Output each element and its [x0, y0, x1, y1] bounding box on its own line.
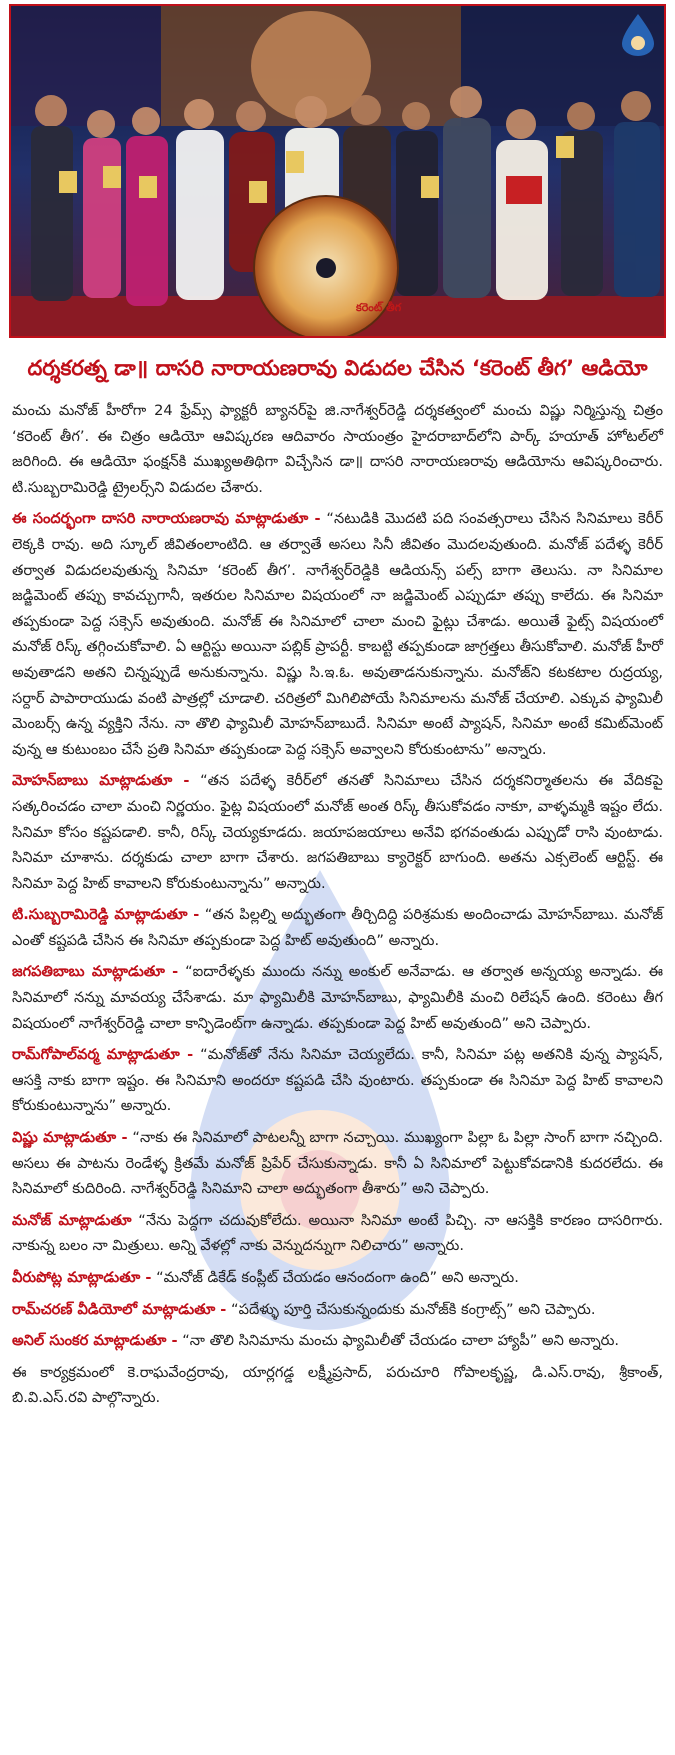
- paragraph-text: “మనోజ్‌తో నేను సినిమా చెయ్యలేదు. కానీ, సినిమా పట్ల అతనికి వున్న ప్యాషన్, ఆసక్తి నాకు బాగా ఇష్టం. ఈ సినిమాని అందరూ కష్టపడి చేసి వుంటారు. తప్పకుండా ఈ సినిమా పెద్ద హిట్ కావాలని కోరుకుంటున్నాను” అన్నారు.: [12, 1046, 664, 1115]
- speaker-label: టి.సుబ్బరామిరెడ్డి మాట్లాడుతూ -: [12, 906, 200, 924]
- article-paragraph: [12, 1265, 663, 1291]
- speaker-label: రామ్‌చరణ్ వీడియోలో మాట్లాడుతూ -: [12, 1300, 227, 1318]
- paragraph-text: “నటుడికి మొదటి పది సంవత్సరాలు చేసిన సినిమాలు కెరీర్ లెక్కకి రావు. అది స్కూల్ జీవితంలాంటిది. ఆ తర్వాతే అసలు సినీ జీవితం మొదలవుతుంది. మనోజ్ పదేళ్ళ కెరీర్ తర్వాత విడుదలవుతున్న సినిమా ‘కరెంట్ తీగ’. నాగేశ్వర్‌రెడ్డికి ఆడియన్స్ పల్స్ బాగా తెలుసు. నా సినిమాల జడ్జిమెంట్ తప్పు కావచ్చుగానీ, ఇతరుల సినిమాల విషయంలో నా జడ్జిమెంట్ ఎప్పుడూ తప్పు కాలేదు. ఈ సినిమా తప్పకుండా పెద్ద సక్సెస్ అవుతుంది. మనోజ్ ఈ సినిమాలో చాలా మంచి ఫైట్లు చేశాడు. అయితే ఫైట్స్ విషయంలో మనోజ్ రిస్క్ తగ్గించుకోవాలి. ఏ ఆర్టిస్టు అయినా పబ్లిక్ ప్రాపర్టీ. కాబట్టి తప్పకుండా జాగ్రత్తలు తీసుకోవాలి. మనోజ్ హీరో అవుతాడని అతని చిన్నప్పుడే అనుకున్నాను. విష్ణు సి.ఇ.ఓ. అవుతాడనుకున్నాను. మనోజ్‌ని కటకటాల రుద్రయ్య, సర్దార్ పాపారాయుడు వంటి పాత్రల్లో చూడాలి. చరిత్రలో మిగిలిపోయే సినిమాలను మనోజ్ చేయాలి. ఎక్కువ ఫ్యామిలీ మెంబర్స్ ఉన్న వ్యక్తిని నేను. నా తొలి ఫ్యామిలీ మోహన్‌బాబుదే. సినిమా అంటే ప్యాషన్, సినిమా అంటే కమిట్‌మెంట్ వున్న ఆ కుటుంబం చేసే ప్రతి సినిమా తప్పకుండా పెద్ద సక్సెస్ అవ్వాలని కోరుకుంటాను” అన్నారు.: [12, 510, 663, 758]
- event-photo-illustration: [11, 6, 664, 336]
- paragraph-text: “పదేళ్ళు పూర్తి చేసుకున్నందుకు మనోజ్‌కి కంగ్రాట్స్” అని చెప్పారు.: [231, 1300, 596, 1318]
- paragraph-text: “మనోజ్ డికేడ్ కంప్లీట్ చేయడం ఆనందంగా ఉంది” అని అన్నారు.: [156, 1269, 519, 1286]
- paragraph-text: మంచు మనోజ్ హీరోగా 24 ఫ్రేమ్స్ ఫ్యాక్టరీ బ్యానర్‌పై జి.నాగేశ్వర్‌రెడ్డి దర్శకత్వంలో మంచు విష్ణు నిర్మిస్తున్న చిత్రం ‘కరెంట్ తీగ’. ఈ చిత్రం ఆడియో ఆవిష్కరణ ఆదివారం సాయంత్రం హైదరాబాద్‌లోని పార్క్ హయాత్ హోటల్‌లో జరిగింది. ఈ ఆడియో ఫంక్షన్‌కి ముఖ్యఅతిథిగా విచ్చేసిన డా॥ దాసరి నారాయణరావు ఆడియోను ఆవిష్కరించారు. టి.సుబ్బరామిరెడ్డి ట్రైలర్స్‌ని విడుదల చేశారు.: [12, 402, 663, 496]
- paragraph-text: “నా తొలి సినిమాను మంచు ఫ్యామిలీతో చేయడం చాలా హ్యాపీ” అని అన్నారు.: [182, 1332, 620, 1350]
- article-paragraph: [12, 902, 663, 953]
- speaker-label: ఈ సందర్భంగా దాసరి నారాయణరావు మాట్లాడుతూ -: [12, 510, 321, 528]
- paragraph-text: “తన పదేళ్ళ కెరీర్‌లో తనతో సినిమాలు చేసిన దర్శకనిర్మాతలను ఈ వేదికపై సత్కరించడం చాలా మంచి నిర్ణయం. ఫైట్ల విషయంలో మనోజ్ అంత రిస్క్ తీసుకోవడం నాకూ, వాళ్ళమ్మకి ఇష్టం లేదు. సినిమా కోసం కష్టపడాలి. కానీ, రిస్క్ చెయ్యకూడదు. జయాపజయాలు అనేవి భగవంతుడు ఎప్పుడో రాసి వుంటాడు. సినిమా చూశాను. దర్శకుడు చాలా బాగా చేశారు. జగపతిబాబు క్యారెక్టర్ బాగుంది. అతను ఎక్సలెంట్ ఆర్టిస్ట్. ఈ సినిమా పెద్ద హిట్ కావాలని కోరుకుంటున్నాను” అన్నారు.: [12, 772, 664, 892]
- article-paragraph: [12, 506, 663, 762]
- paragraph-text: “నాకు ఈ సినిమాలో పాటలన్నీ బాగా నచ్చాయి. ముఖ్యంగా పిల్లా ఓ పిల్లా సాంగ్ బాగా నచ్చింది. అసలు ఈ పాటను రెండేళ్ళ క్రితమే మనోజ్ ప్రిపేర్ చేసుకున్నాడు. కానీ ఏ సినిమాలో పెట్టుకోవడానికి కుదరలేదు. ఈ సినిమాలో కుదిరింది. నాగేశ్వర్‌రెడ్డి సినిమాని చాలా అద్భుతంగా తీశారు” అని చెప్పారు.: [12, 1129, 664, 1198]
- article-paragraph: [12, 1297, 663, 1323]
- poster-title-text: కరెంట్ తీగ: [356, 301, 402, 314]
- paragraph-text: “నేను పెద్దగా చదువుకోలేదు. అయినా సినిమా అంటే పిచ్చి. నా ఆసక్తికి కారణం దాసరిగారు. నాకున్న బలం నా మిత్రులు. అన్ని వేళల్లో నాకు వెన్నుదన్నుగా నిలిచారు” అన్నారు.: [12, 1211, 663, 1255]
- article-body: [12, 398, 663, 1417]
- paragraph-text: “తన పిల్లల్ని అద్భుతంగా తీర్చిదిద్ది పరిశ్రమకు అందించాడు మోహన్‌బాబు. మనోజ్ ఎంతో కష్టపడి చేసిన ఈ సినిమా తప్పకుండా పెద్ద హిట్ అవుతుంది” అన్నారు.: [12, 906, 664, 949]
- article-paragraph: [12, 1360, 663, 1411]
- article-paragraph: [12, 1208, 663, 1259]
- event-photo: [9, 4, 666, 338]
- paragraph-text: ఈ కార్యక్రమంలో కె.రాఘవేంద్రరావు, యార్లగడ్డ లక్ష్మీప్రసాద్, పరుచూరి గోపాలకృష్ణ, డి.ఎస్.రావు, శ్రీకాంత్, బి.వి.ఎస్.రవి పాల్గొన్నారు.: [12, 1363, 663, 1407]
- article-paragraph: [12, 768, 663, 896]
- article-headline: దర్శకరత్న డా॥ దాసరి నారాయణరావు విడుదల చేసిన ‘కరెంట్ తీగ’ ఆడియో: [27, 356, 648, 380]
- speaker-label: మోహన్‌బాబు మాట్లాడుతూ -: [12, 772, 190, 790]
- drop-logo-icon: [618, 12, 658, 58]
- article-paragraph: [12, 1328, 663, 1354]
- speaker-label: మనోజ్ మాట్లాడుతూ: [12, 1211, 132, 1229]
- speaker-label: అనిల్ సుంకర మాట్లాడుతూ -: [12, 1332, 178, 1350]
- speaker-label: విష్ణు మాట్లాడుతూ -: [12, 1129, 128, 1147]
- article-paragraph: [12, 959, 663, 1036]
- article-paragraph: [12, 398, 663, 500]
- paragraph-text: “ఐదారేళ్ళకు ముందు నన్ను అంకుల్ అనేవాడు. ఆ తర్వాత అన్నయ్య అన్నాడు. ఈ సినిమాలో నన్ను మావయ్య చేసేశాడు. మా ఫ్యామిలీకి మోహన్‌బాబు, ఫ్యామిలీకి మంచి రిలేషన్ ఉంది. కరెంటు తీగ విషయంలో నాగేశ్వర్‌రెడ్డి చాలా కాన్ఫిడెంట్‌గా ఉన్నాడు. తప్పకుండా పెద్ద హిట్ అవుతుంది” అని చెప్పారు.: [12, 963, 664, 1032]
- article-paragraph: [12, 1042, 663, 1119]
- speaker-label: జగపతిబాబు మాట్లాడుతూ -: [12, 963, 179, 981]
- speaker-label: రామ్‌గోపాల్‌వర్మ మాట్లాడుతూ -: [12, 1046, 194, 1064]
- article-paragraph: [12, 1125, 663, 1202]
- speaker-label: వీరుపోట్ల మాట్లాడుతూ -: [12, 1269, 152, 1286]
